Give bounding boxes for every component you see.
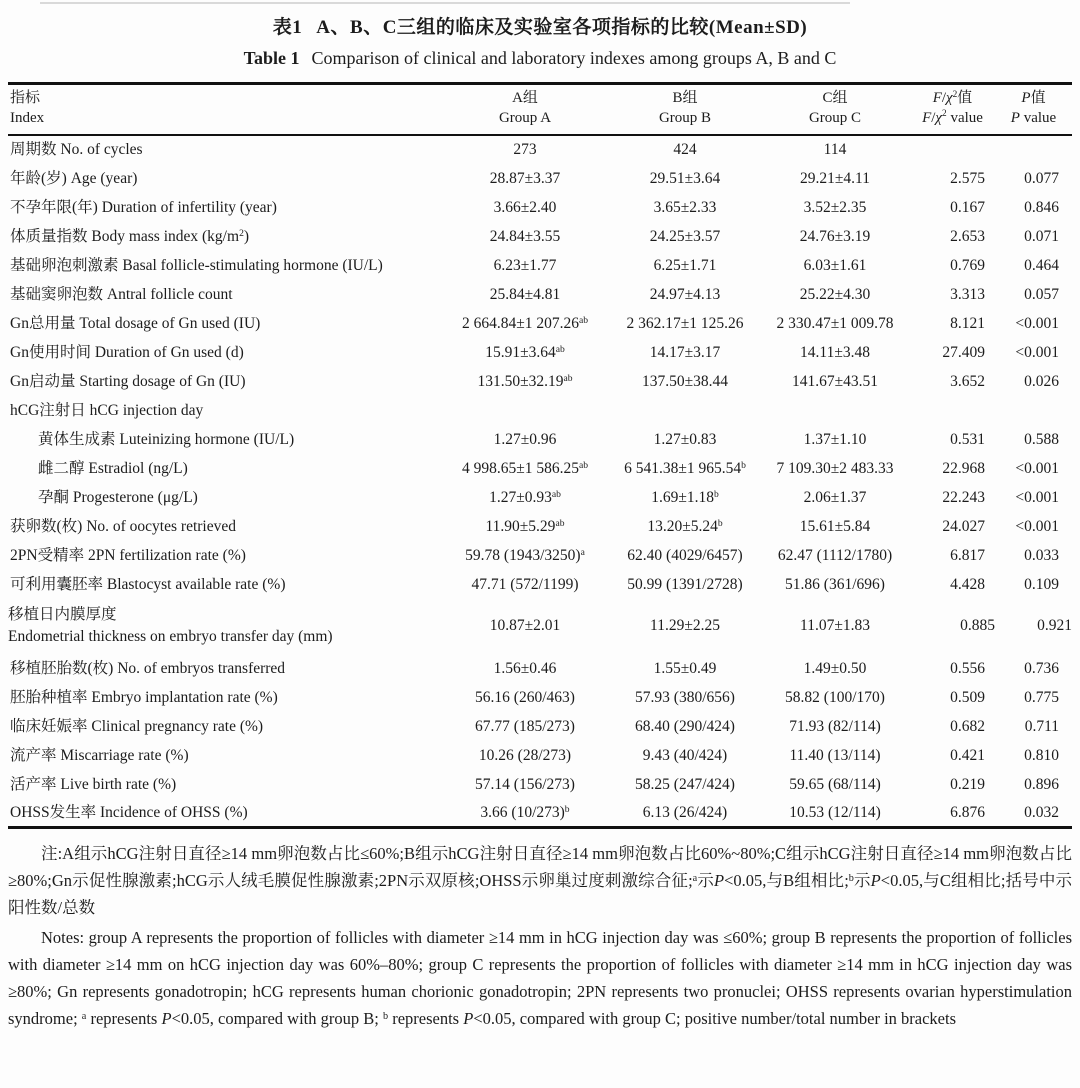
- table-row: [8, 799, 1072, 828]
- cell-c: 15.61±5.84: [799, 517, 871, 535]
- cell-c: 29.21±4.11: [800, 169, 870, 187]
- table-row: [8, 280, 1072, 309]
- cell-c: 1.37±1.10: [803, 430, 867, 448]
- cell-b: 14.17±3.17: [649, 343, 721, 361]
- cell-a: 4 998.65±1 586.25$^{ab}$: [461, 459, 589, 477]
- cell-f: 0.509: [950, 688, 985, 706]
- cell-a: 56.16 (260/463): [475, 688, 575, 706]
- cell-p: [995, 396, 1072, 425]
- table-row: [8, 251, 1072, 280]
- cell-a: 2 664.84±1 207.26$^{ab}$: [461, 314, 589, 332]
- cell-a: 1.56±0.46: [493, 659, 557, 677]
- table-title-zh: [8, 12, 1072, 39]
- cell-c: 2 330.47±1 009.78: [776, 314, 894, 332]
- cell-f: 0.219: [950, 775, 985, 793]
- cell-f: 2.653: [950, 227, 985, 245]
- row-label: 获卵数(枚) No. of oocytes retrieved: [10, 517, 236, 535]
- comparison-table: [8, 82, 1072, 829]
- cell-c: 62.47 (1112/1780): [777, 546, 893, 564]
- row-label: 年龄(岁) Age (year): [10, 169, 138, 187]
- cell-p: 0.846: [1024, 198, 1059, 216]
- cell-p: 0.810: [1024, 746, 1059, 764]
- cell-p: <0.001: [1015, 517, 1059, 535]
- cell-b: 137.50±38.44: [641, 372, 728, 390]
- cell-f: 22.243: [942, 488, 985, 506]
- cell-c: 24.76±3.19: [799, 227, 871, 245]
- cell-f: 0.682: [950, 717, 985, 735]
- cell-b: 424: [673, 141, 697, 159]
- cell-c: 58.82 (100/170): [785, 688, 885, 706]
- cell-f: 3.652: [950, 372, 985, 390]
- cell-c: 2.06±1.37: [803, 488, 867, 506]
- row-label: 周期数 No. of cycles: [10, 141, 143, 159]
- cell-p: 0.921: [1037, 617, 1072, 635]
- cell-f: [910, 135, 995, 164]
- cell-p: 0.464: [1024, 256, 1059, 274]
- table-title-zh-label: 表1: [272, 17, 303, 38]
- cell-b: 13.20±5.24$^b$: [647, 517, 723, 535]
- cell-a: 57.14 (156/273): [475, 775, 575, 793]
- cell-a: 1.27±0.96: [493, 430, 557, 448]
- cell-c: 1.49±0.50: [803, 659, 867, 677]
- cell-c: 71.93 (82/114): [789, 717, 881, 735]
- table-header-row: [8, 84, 1072, 136]
- cell-c: 3.52±2.35: [803, 198, 867, 216]
- cell-p: 0.077: [1024, 169, 1059, 187]
- cell-a: 28.87±3.37: [489, 169, 561, 187]
- table-title-zh-text: A、B、C三组的临床及实验室各项指标的比较(Mean±SD): [316, 17, 808, 38]
- row-label: 不孕年限(年) Duration of infertility (year): [10, 198, 277, 216]
- row-label: 雌二醇 Estradiol (ng/L): [38, 459, 188, 477]
- cell-c: 7 109.30±2 483.33: [776, 459, 894, 477]
- cell-c: 25.22±4.30: [799, 285, 871, 303]
- cell-b: 3.65±2.33: [653, 198, 717, 216]
- note-en: Notes: group A represents the proportion of follicles with diameter ≥14 mm in hCG injection day was ≤60%; group B represents the proportion of follicles with diameter ≥14 mm on hCG injection day was 60%–80%; group C represents the proportion of follicles with diameter ≥14 mm in hCG injection day was ≥80%; Gn represents gonadotropin; hCG represents human chorionic gonadotropin; 2PN represents two pronuclei; OHSS represents ovarian hyperstimulation syndrome; $^a$ represents P<0.05, compared with group B; $^b$ represents P<0.05, compared with group C; positive number/total number in brackets: [8, 928, 1072, 1029]
- table-row: [8, 599, 1072, 654]
- table-row: [8, 570, 1072, 599]
- table-row: [8, 454, 1072, 483]
- table-row: [8, 741, 1072, 770]
- cell-a: 47.71 (572/1199): [471, 575, 579, 593]
- table-row: [8, 338, 1072, 367]
- cell-f: 8.121: [950, 314, 985, 332]
- cell-b: 6.13 (26/424): [642, 804, 728, 821]
- cell-p: 0.057: [1024, 285, 1059, 303]
- column-header-f: $F/\chi^2$值 $F/\chi^2$ value: [910, 84, 995, 136]
- cell-b: 62.40 (4029/6457): [627, 546, 743, 564]
- cell-f: 2.575: [950, 169, 985, 187]
- cell-b: 1.27±0.83: [653, 430, 717, 448]
- row-label: 黄体生成素 Luteinizing hormone (IU/L): [38, 430, 295, 448]
- cell-a: 10.87±2.01: [489, 617, 561, 635]
- cell-f: 22.968: [942, 459, 985, 477]
- cell-p: 0.109: [1024, 575, 1059, 593]
- cell-a: 59.78 $(1943/3250)^a$: [465, 546, 585, 564]
- cell-a: 131.50±32.19$^{ab}$: [477, 372, 573, 390]
- note-zh: 注:A组示hCG注射日直径≥14 mm卵泡数占比≤60%;B组示hCG注射日直径≥14 mm卵泡数占比60%~80%;C组示hCG注射日直径≥14 mm卵泡数占比≥80%;Gn示促性腺激素;hCG示人绒毛膜促性腺激素;2PN示双原核;OHSS示卵巢过度刺激综合征;$^a$示P<0.05,与B组相比;$^b$示P<0.05,与C组相比;括号中示阳性数/总数: [8, 844, 1073, 918]
- cell-c: 51.86 (361/696): [785, 575, 885, 593]
- cell-f: 6.817: [950, 546, 985, 564]
- cell-a: 6.23±1.77: [493, 256, 557, 274]
- cell-b: 6 541.38±1 965.54$^b$: [624, 459, 746, 477]
- cell-p: 0.775: [1024, 688, 1059, 706]
- table-notes: [8, 840, 1072, 1032]
- cell-p: <0.001: [1015, 459, 1059, 477]
- column-header-a: A组 Group A: [440, 84, 610, 136]
- cell-f: 0.769: [950, 256, 985, 274]
- cell-f: 6.876: [950, 804, 985, 821]
- cell-c: 10.53 (12/114): [789, 804, 881, 821]
- row-label: Gn总用量 Total dosage of Gn used (IU): [10, 314, 261, 332]
- row-label: 基础卵泡刺激素 Basal follicle-stimulating hormone (IU/L): [10, 256, 383, 274]
- table-row: [8, 483, 1072, 512]
- column-header-c: C组 Group C: [760, 84, 910, 136]
- cell-f: 4.428: [950, 575, 985, 593]
- cell-a: 67.77 (185/273): [475, 717, 575, 735]
- cell-p: 0.896: [1024, 775, 1059, 793]
- cell-f: 0.167: [950, 198, 985, 216]
- table-row: [8, 654, 1072, 683]
- table-row: [8, 164, 1072, 193]
- cell-a: 10.26 (28/273): [478, 746, 572, 764]
- cell-a: 3.66 $(10/273)^b$: [480, 803, 570, 821]
- cell-b: 29.51±3.64: [649, 169, 721, 187]
- table-body: [8, 135, 1072, 828]
- row-label: 基础窦卵泡数 Antral follicle count: [10, 285, 233, 303]
- cell-a: 3.66±2.40: [493, 198, 557, 216]
- row-label: 2PN受精率 2PN fertilization rate (%): [10, 546, 246, 564]
- cell-f: 0.885: [960, 617, 995, 635]
- cell-b: 1.55±0.49: [653, 659, 717, 677]
- table-row: [8, 512, 1072, 541]
- cell-c: 11.40 (13/114): [789, 746, 881, 764]
- cell-p: 0.032: [1024, 804, 1059, 821]
- cell-b: 11.29±2.25: [650, 617, 720, 635]
- row-label: 孕酮 Progesterone (μg/L): [38, 488, 198, 506]
- cell-a: [440, 396, 610, 425]
- cell-f: 27.409: [942, 343, 985, 361]
- row-label: hCG注射日 hCG injection day: [10, 401, 204, 419]
- cell-f: 0.531: [950, 430, 985, 448]
- column-header-label: 指标 Index: [8, 84, 440, 136]
- cell-p: <0.001: [1015, 343, 1059, 361]
- table-title-en-text: Comparison of clinical and laboratory indexes among groups A, B and C: [311, 48, 837, 68]
- column-header-b: B组 Group B: [610, 84, 760, 136]
- table-row: [8, 425, 1072, 454]
- table-row: [8, 541, 1072, 570]
- column-header-p: P值 P value: [995, 84, 1072, 136]
- cell-p: <0.001: [1015, 488, 1059, 506]
- cell-a: 1.27±0.93$^{ab}$: [489, 488, 561, 506]
- row-label: 体质量指数 Body mass index $(kg/m^2)$: [10, 227, 250, 245]
- cell-f: 0.421: [950, 746, 985, 764]
- row-label: 临床妊娠率 Clinical pregnancy rate (%): [10, 717, 264, 735]
- table-row: [8, 712, 1072, 741]
- cell-p: [995, 135, 1072, 164]
- row-label: OHSS发生率 Incidence of OHSS (%): [10, 804, 248, 821]
- cell-c: 141.67±43.51: [791, 372, 878, 390]
- row-label: 流产率 Miscarriage rate (%): [10, 746, 189, 764]
- row-label: Gn使用时间 Duration of Gn used (d): [10, 343, 244, 361]
- cell-p: 0.026: [1024, 372, 1059, 390]
- table-row: [8, 135, 1072, 164]
- row-label: 可利用囊胚率 Blastocyst available rate (%): [10, 575, 286, 593]
- cell-a: 273: [513, 141, 537, 159]
- cell-a: 11.90±5.29$^{ab}$: [485, 517, 565, 535]
- cell-a: 25.84±4.81: [489, 285, 561, 303]
- cell-b: 6.25±1.71: [653, 256, 717, 274]
- cell-f: 0.556: [950, 659, 985, 677]
- row-label: 胚胎种植率 Embryo implantation rate (%): [10, 688, 278, 706]
- table-row: [8, 193, 1072, 222]
- row-label: 移植日内膜厚度 Endometrial thickness on embryo transfer day (mm): [8, 606, 333, 646]
- cell-a: 24.84±3.55: [489, 227, 561, 245]
- table-row: [8, 222, 1072, 251]
- cell-b: 50.99 (1391/2728): [627, 575, 743, 593]
- row-label: 移植胚胎数(枚) No. of embryos transferred: [10, 659, 286, 677]
- cell-b: 1.69±1.18$^b$: [651, 488, 719, 506]
- cell-c: 59.65 (68/114): [789, 775, 881, 793]
- cell-p: 0.736: [1024, 659, 1059, 677]
- cell-a: 15.91±3.64$^{ab}$: [485, 343, 565, 361]
- row-label: Gn启动量 Starting dosage of Gn (IU): [10, 372, 246, 390]
- cell-c: [760, 396, 910, 425]
- cell-b: 58.25 (247/424): [635, 775, 735, 793]
- cell-c: 6.03±1.61: [803, 256, 867, 274]
- cell-f: 24.027: [942, 517, 985, 535]
- cell-p: 0.711: [1024, 717, 1059, 735]
- cell-b: 57.93 (380/656): [635, 688, 735, 706]
- row-label: 活产率 Live birth rate (%): [10, 775, 177, 793]
- table-row: [8, 396, 1072, 425]
- cell-p: 0.588: [1024, 430, 1059, 448]
- cell-b: 68.40 (290/424): [635, 717, 735, 735]
- cell-c: 14.11±3.48: [800, 343, 870, 361]
- cell-c: 11.07±1.83: [800, 617, 870, 635]
- table-row: [8, 683, 1072, 712]
- cell-f: 3.313: [950, 285, 985, 303]
- cell-c: 114: [823, 141, 847, 159]
- cell-p: <0.001: [1015, 314, 1059, 332]
- table-row: [8, 309, 1072, 338]
- cell-b: 24.25±3.57: [649, 227, 721, 245]
- cell-f: [910, 396, 995, 425]
- table-title-en-label: Table 1: [243, 48, 300, 68]
- cell-b: [610, 396, 760, 425]
- cell-p: 0.071: [1024, 227, 1059, 245]
- table-row: [8, 770, 1072, 799]
- cell-b: 2 362.17±1 125.26: [626, 314, 744, 332]
- table-title-en: [8, 48, 1072, 69]
- cell-b: 9.43 (40/424): [642, 746, 728, 764]
- cell-p: 0.033: [1024, 546, 1059, 564]
- cell-b: 24.97±4.13: [649, 285, 721, 303]
- table-row: [8, 367, 1072, 396]
